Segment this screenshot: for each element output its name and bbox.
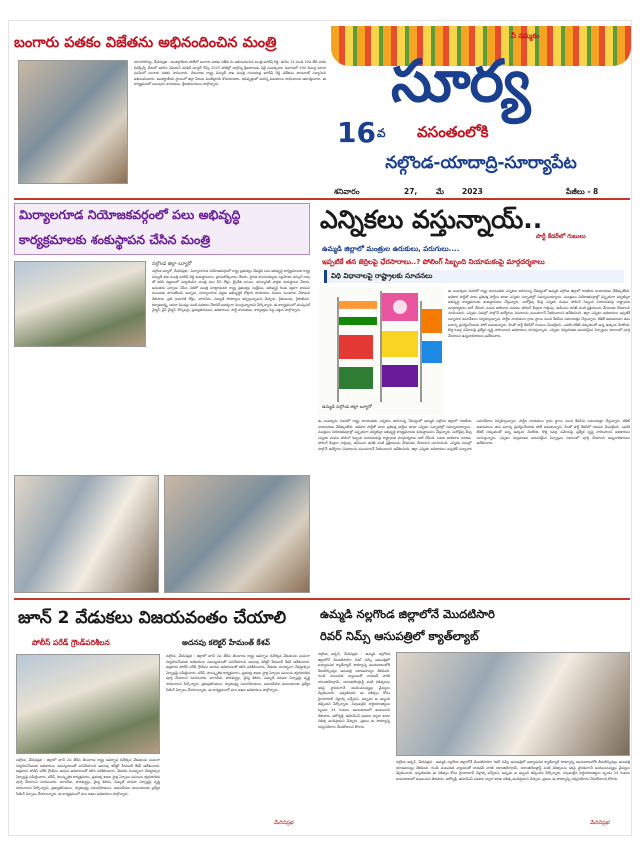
mid-divider [14, 598, 630, 600]
issue-day: శనివారం [334, 187, 360, 196]
story2-section [14, 203, 310, 593]
story4-photo [16, 654, 160, 754]
story1-photo [18, 60, 128, 184]
story3-subhead-tag: పార్టీ కేడర్‌లో గుబులు [536, 233, 586, 240]
masthead [331, 26, 631, 186]
story2-photo-3 [164, 475, 310, 593]
story3-headline: ఎన్నికలు వస్తున్నాయ్.. [320, 205, 543, 234]
edition-number: 16 [337, 116, 376, 149]
issue-date-year: 2023 [462, 187, 483, 196]
story2-body: నల్గొండ బ్యూరో, మేదినిప్రభ : మిర్యాలగూడ నియోజకవర్గంలో రాష్ట్ర ప్రభుత్వం చేపట్టిన పలు అభివృద్ధి కార్యక్రమాలకు రాష్ట్ర విద్యుత్ శాఖ మంత్రి జగదీష్ రెడ్డి శంకుస్థాపనలు, ప్రారంభోత్సవాలు చేశారు. స్థానిక శాసనసభ్యులు నల్లమోతు భాస్కర్ రావు తో కలిసి పట్టణంలో పర్యటించిన మంత్రి పలు సీసీ రోడ్లు, డ్రైనేజీ పనులు, కమ్యూనిటీ హాళ్లకు శంకుస్థాపన చేశారు. అనంతరం ఏర్పాటు చేసిన సభలో మంత్రి మాట్లాడుతూ రాష్ట్ర ప్రభుత్వం సంక్షేమం, అభివృద్ధి రెండు కళ్లుగా భావించి ముందుకు సాగుతోందని అన్నారు. మిర్యాలగూడ పట్టణ అభివృద్ధికి కోట్లాది రూపాయల నిధులు మంజూరు చేశామని తెలిపారు. ప్రతి గ్రామానికి రోడ్లు, తాగునీరు, విద్యుత్ సౌకర్యాలు కల్పిస్తున్నామని చెప్పారు. రైతుబంధు, రైతుబీమా, కల్యాణలక్ష్మి, ఆసరా పింఛన్లు వంటి పథకాలు దేశానికే ఆదర్శంగా నిలుస్తున్నాయని పేర్కొన్నారు. ఈ కార్యక్రమంలో మున్సిపల్ చైర్మన్, వైస్ చైర్మన్, కౌన్సిలర్లు, ప్రజాప్రతినిధులు, అధికారులు, పార్టీ నాయకులు, కార్యకర్తలు పెద్ద ఎత్తున పాల్గొన్నారు. [152, 269, 310, 313]
masthead-title: సూర్య [391, 47, 530, 115]
edition-row [333, 116, 629, 149]
region-banner: నల్గొండ-యాదాద్రి-సూర్యాపేట [385, 153, 577, 173]
edition-suffix: వ [377, 126, 386, 140]
issue-date-day: 27, [404, 187, 418, 196]
story4-body-lower: నల్గొండ, మేదినిప్రభ : జిల్లాలో జూన్ 2వ తేదీన తెలంగాణ రాష్ట్ర ఆవిర్భావ దినోత్సవ వేడుకలను ఘనంగా నిర్వహించేందుకు అధికారులు సమన్వయంతో పనిచేయాలని అదనపు కలెక్టర్ హేమంత్ కేశవ్ ఆదేశించారు. శుక్రవారం పోలీస్ పరేడ్ గ్రౌండ్‌ను ఆయన అధికారులతో కలిసి పరిశీలించారు. వేడుకల సందర్భంగా చేపట్టాల్సిన ఏర్పాట్లపై సమీక్షించారు. పరేడ్, సాంస్కృతిక కార్యక్రమాలు, ప్రభుత్వ శాఖల స్టాళ్ల ఏర్పాటు పనులను త్వరితగతిన పూర్తి చేయాలని సూచించారు. తాగునీరు, పారిశుద్ధ్యం, వైద్య శిబిరం, విద్యుత్ సరఫరా ఏర్పాట్లపై దృష్టి సారించాలని పేర్కొన్నారు. ప్రజాప్రతినిధులు, స్వాతంత్ర్య సమరయోధులు, అమరవీరుల కుటుంబాలకు ప్రత్యేక సీటింగ్ ఏర్పాటు చేయాలన్నారు. ఈ కార్యక్రమంలో పలు శాఖల అధికారులు పాల్గొన్నారు. [16, 758, 160, 796]
story4-sub-left: పోలీస్ పరేడ్ గ్రౌండ్‌పరిశీలన [32, 638, 110, 647]
story5-credit: మేదినిప్రభ [590, 820, 610, 826]
story2-headline-box [14, 203, 310, 255]
story5-body: నల్గొండ అర్బన్, మేదినిప్రభ : ఉమ్మడి నల్లగొండ జిల్లాలోనే మొదటిసారిగా రివర్ నిమ్స్ ఆసుపత్రిలో అత్యాధునిక క్యాత్‌ల్యాబ్ సౌకర్యాన్ని అందుబాటులోకి తీసుకొచ్చినట్లు ఆసుపత్రి యాజమాన్యం తెలిపింది. గుండె సంబంధిత వ్యాధులతో బాధపడే వారికి యాంజియోగ్రామ్, యాంజియోప్లాస్టీ వంటి చికిత్సలను ఇకపై స్థానికంగానే అందించనున్నట్లు వైద్యులు వెల్లడించారు. ఇప్పటివరకు ఈ చికిత్సల కోసం హైదరాబాద్ వెళ్లాల్సి వచ్చేదని, ఇప్పుడు ఆ ఇబ్బంది తప్పిందని పేర్కొన్నారు. నిపుణులైన కార్డియాలజిస్టుల బృందం 24 గంటలు అందుబాటులో ఉంటుందని తెలిపారు. ఆరోగ్యశ్రీ, ఈహెచ్‌ఎస్ పథకాల ద్వారా కూడా చికిత్స అందిస్తామని చెప్పారు. ప్రజలు ఈ సౌకర్యాన్ని సద్వినియోగం చేసుకోవాలని కోరారు. [318, 652, 390, 729]
story2-photo-2 [14, 475, 159, 593]
story5-headline-line1: ఉమ్మడి నల్లగొండ జిల్లాలోనే మొదటిసారి [320, 607, 495, 621]
story2-photo-1 [14, 261, 146, 347]
story3-body: ఈ సంవత్సరం చివరలో రాష్ట్ర శాసనసభకు ఎన్నికలు జరగనున్న నేపథ్యంలో ఉమ్మడి నల్గొండ జిల్లాలో రాజకీయ వాతావరణం వేడెక్కుతోంది. అధికార పార్టీతో పాటు ప్రతిపక్ష పార్టీలు కూడా ఎన్నికల సన్నాహాల్లో నిమగ్నమయ్యాయి. మంత్రులు నియోజకవర్గాల్లో విస్తృతంగా పర్యటిస్తూ అభివృద్ధి కార్యక్రమాలకు శంకుస్థాపనలు చేస్తున్నారు. మరోవైపు కేంద్ర ఎన్నికల సంఘం పోలింగ్ సిబ్బంది నియామకంపై రాష్ట్రాలకు మార్గదర్శకాలు జారీ చేసింది. ఓటరు జాబితాల సవరణ, పోలింగ్ కేంద్రాల గుర్తింపు, ఈవీఎంల తనిఖీ వంటి ప్రక్రియలను వేగవంతం చేయాలని సూచించింది. ఎన్నికల విధుల్లో పాల్గొనే ఉద్యోగుల వివరాలను ముందుగానే సేకరించాలని ఆదేశించింది. జిల్లా ఎన్నికల అధికారులు ఇప్పటికే సన్నాహక సమావేశాలు నిర్వహిస్తున్నారు. పార్టీల నాయకులు గ్రామ స్థాయి నుంచి కేడర్‌ను సమాయత్తం చేస్తున్నారు. టికెట్ ఆశావహులు తమ బలాన్ని ప్రదర్శించేందుకు పోటీ పడుతున్నారు. దీంతో పార్టీ కేడర్‌లో గుబులు మొదలైంది. ఎవరికి టికెట్ దక్కుతుందో అన్న ఉత్కంఠ నెలకొంది. కొత్త ఓటర్ల నమోదుపై ప్రత్యేక దృష్టి సారించాలని అధికారులు సూచిస్తున్నారు. ఎన్నికల నిర్వహణకు అవసరమైన ఏర్పాట్లను సకాలంలో పూర్తి చేయాలని ఉన్నతాధికారులు ఆదేశించారు. [318, 419, 630, 451]
story4-sub-right: అదనపు కలెక్టర్ హేమంత్ కేశవ్ [182, 638, 270, 647]
top-divider [14, 198, 630, 200]
story5-photo [396, 652, 630, 756]
story1-body: యాదగిరిగుట్ట, మేదినిప్రభ : అంతర్జాతీయ పోటీలో బంగారు పతకం విజేత ను అభినందించిన మంత్రి జగదీష్ రెడ్డి. ఈనెల 13 నుండి 20వ తేదీ వరకు ఫిలిప్పీన్స్ దేశంలో జరిగిన ఏషియన్ పసిఫిక్ మాస్టర్ గేమ్స్ 2023 పోటీల్లో పాల్గొన్న క్రీడాకారుడు ఏభై సంవత్సరాల విభాగంలో 400 మీటర్ల పరుగు పందెంలో బంగారు పతకం సాధించారు. తెలంగాణ రాష్ట్ర విద్యుత్ శాఖ మంత్రి గుంటకండ్ల జగదీష్ రెడ్డి విజేతను శాలువాతో సన్మానించి అభినందించారు. అంతర్జాతీయ స్థాయిలో జిల్లా పేరును నిలబెట్టారని కొనియాడారు. భవిష్యత్తులో మరిన్ని విజయాలు సాధించాలని ఆకాంక్షించారు. ఈ కార్యక్రమంలో పలువురు నాయకులు, క్రీడాభిమానులు పాల్గొన్నారు. [134, 60, 326, 87]
story2-dateline: నల్గొండ జిల్లా బ్యూరో [152, 261, 192, 267]
story2-headline-line2: కార్యక్రమాలకు శంకుస్థాపన చేసిన మంత్రి [19, 232, 211, 247]
story5-body-lower: నల్గొండ అర్బన్, మేదినిప్రభ : ఉమ్మడి నల్లగొండ జిల్లాలోనే మొదటిసారిగా రివర్ నిమ్స్ ఆసుపత్రిలో అత్యాధునిక క్యాత్‌ల్యాబ్ సౌకర్యాన్ని అందుబాటులోకి తీసుకొచ్చినట్లు ఆసుపత్రి యాజమాన్యం తెలిపింది. గుండె సంబంధిత వ్యాధులతో బాధపడే వారికి యాంజియోగ్రామ్, యాంజియోప్లాస్టీ వంటి చికిత్సలను ఇకపై స్థానికంగానే అందించనున్నట్లు వైద్యులు వెల్లడించారు. ఇప్పటివరకు ఈ చికిత్సల కోసం హైదరాబాద్ వెళ్లాల్సి వచ్చేదని, ఇప్పుడు ఆ ఇబ్బంది తప్పిందని పేర్కొన్నారు. నిపుణులైన కార్డియాలజిస్టుల బృందం 24 గంటలు అందుబాటులో ఉంటుందని తెలిపారు. ఆరోగ్యశ్రీ, ఈహెచ్‌ఎస్ పథకాల ద్వారా కూడా చికిత్స అందిస్తామని చెప్పారు. ప్రజలు ఈ సౌకర్యాన్ని సద్వినియోగం చేసుకోవాలని కోరారు. [396, 760, 630, 781]
story3-subhead-2: ఇప్పటికే తన జెర్రిలపై ఛేరసారాలు..? పోలింగ్ సిబ్బంది నియామకంపై మార్గదర్శకాలు [322, 258, 545, 266]
story2-headline-line1: మిర్యాలగూడ నియోజకవర్గంలో పలు అభివృద్ధి [19, 207, 241, 222]
edition-tagline: వసంతంలోకి [417, 123, 489, 141]
story3-subhead-1: ఉమ్మడి జిల్లాలో మంత్రుల ఉరుకులు, పరుగులు.... [322, 245, 460, 253]
story3-ribbon: విధి విధానాలపై రాష్ట్రాలకు సూచనలు [324, 270, 624, 283]
story4-headline: జూన్ 2 వేడుకలు విజయవంతం చేయాలి [18, 608, 287, 628]
page-label: పేజీలు - 8 [566, 187, 599, 196]
story4-section [14, 604, 310, 834]
story1-headline: బంగారు పతకం విజేతను అభినందించిన మంత్రి [14, 35, 277, 51]
story5-headline-line2: రివర్ నిమ్స్ ఆసుపత్రిలో క్యాత్‌ల్యాబ్ [320, 629, 479, 643]
party-flags-graphic [318, 287, 444, 415]
story1-section [14, 32, 326, 192]
story4-body: నల్గొండ, మేదినిప్రభ : జిల్లాలో జూన్ 2వ తేదీన తెలంగాణ రాష్ట్ర ఆవిర్భావ దినోత్సవ వేడుకలను ఘనంగా నిర్వహించేందుకు అధికారులు సమన్వయంతో పనిచేయాలని అదనపు కలెక్టర్ హేమంత్ కేశవ్ ఆదేశించారు. శుక్రవారం పోలీస్ పరేడ్ గ్రౌండ్‌ను ఆయన అధికారులతో కలిసి పరిశీలించారు. వేడుకల సందర్భంగా చేపట్టాల్సిన ఏర్పాట్లపై సమీక్షించారు. పరేడ్, సాంస్కృతిక కార్యక్రమాలు, ప్రభుత్వ శాఖల స్టాళ్ల ఏర్పాటు పనులను త్వరితగతిన పూర్తి చేయాలని సూచించారు. తాగునీరు, పారిశుద్ధ్యం, వైద్య శిబిరం, విద్యుత్ సరఫరా ఏర్పాట్లపై దృష్టి సారించాలని పేర్కొన్నారు. ప్రజాప్రతినిధులు, స్వాతంత్ర్య సమరయోధులు, అమరవీరుల కుటుంబాలకు ప్రత్యేక సీటింగ్ ఏర్పాటు చేయాలన్నారు. ఈ కార్యక్రమంలో పలు శాఖల అధికారులు పాల్గొన్నారు. [166, 654, 310, 692]
party-flags-icon [318, 287, 444, 405]
story3-body-top: ఈ సంవత్సరం చివరలో రాష్ట్ర శాసనసభకు ఎన్నికలు జరగనున్న నేపథ్యంలో ఉమ్మడి నల్గొండ జిల్లాలో రాజకీయ వాతావరణం వేడెక్కుతోంది. అధికార పార్టీతో పాటు ప్రతిపక్ష పార్టీలు కూడా ఎన్నికల సన్నాహాల్లో నిమగ్నమయ్యాయి. మంత్రులు నియోజకవర్గాల్లో విస్తృతంగా పర్యటిస్తూ అభివృద్ధి కార్యక్రమాలకు శంకుస్థాపనలు చేస్తున్నారు. మరోవైపు కేంద్ర ఎన్నికల సంఘం పోలింగ్ సిబ్బంది నియామకంపై రాష్ట్రాలకు మార్గదర్శకాలు జారీ చేసింది. ఓటరు జాబితాల సవరణ, పోలింగ్ కేంద్రాల గుర్తింపు, ఈవీఎంల తనిఖీ వంటి ప్రక్రియలను వేగవంతం చేయాలని సూచించింది. ఎన్నికల విధుల్లో పాల్గొనే ఉద్యోగుల వివరాలను ముందుగానే సేకరించాలని ఆదేశించింది. జిల్లా ఎన్నికల అధికారులు ఇప్పటికే సన్నాహక సమావేశాలు నిర్వహిస్తున్నారు. పార్టీల నాయకులు గ్రామ స్థాయి నుంచి కేడర్‌ను సమాయత్తం చేస్తున్నారు. టికెట్ ఆశావహులు తమ బలాన్ని ప్రదర్శించేందుకు పోటీ పడుతున్నారు. దీంతో పార్టీ కేడర్‌లో గుబులు మొదలైంది. ఎవరికి టికెట్ దక్కుతుందో అన్న ఉత్కంఠ నెలకొంది. కొత్త ఓటర్ల నమోదుపై ప్రత్యేక దృష్టి సారించాలని అధికారులు సూచిస్తున్నారు. ఎన్నికల నిర్వహణకు అవసరమైన ఏర్పాట్లను సకాలంలో పూర్తి చేయాలని ఉన్నతాధికారులు ఆదేశించారు. [448, 289, 630, 338]
story5-section [318, 604, 630, 834]
story4-credit: మేదినిప్రభ [274, 820, 294, 826]
graphic-caption: ఉమ్మడి నల్గొండ జిల్లా బ్యూరో [322, 405, 372, 410]
masthead-ribbon: నీ నమ్మకం [511, 32, 540, 40]
issue-date-month: మే [436, 187, 444, 196]
story3-section [318, 203, 630, 593]
